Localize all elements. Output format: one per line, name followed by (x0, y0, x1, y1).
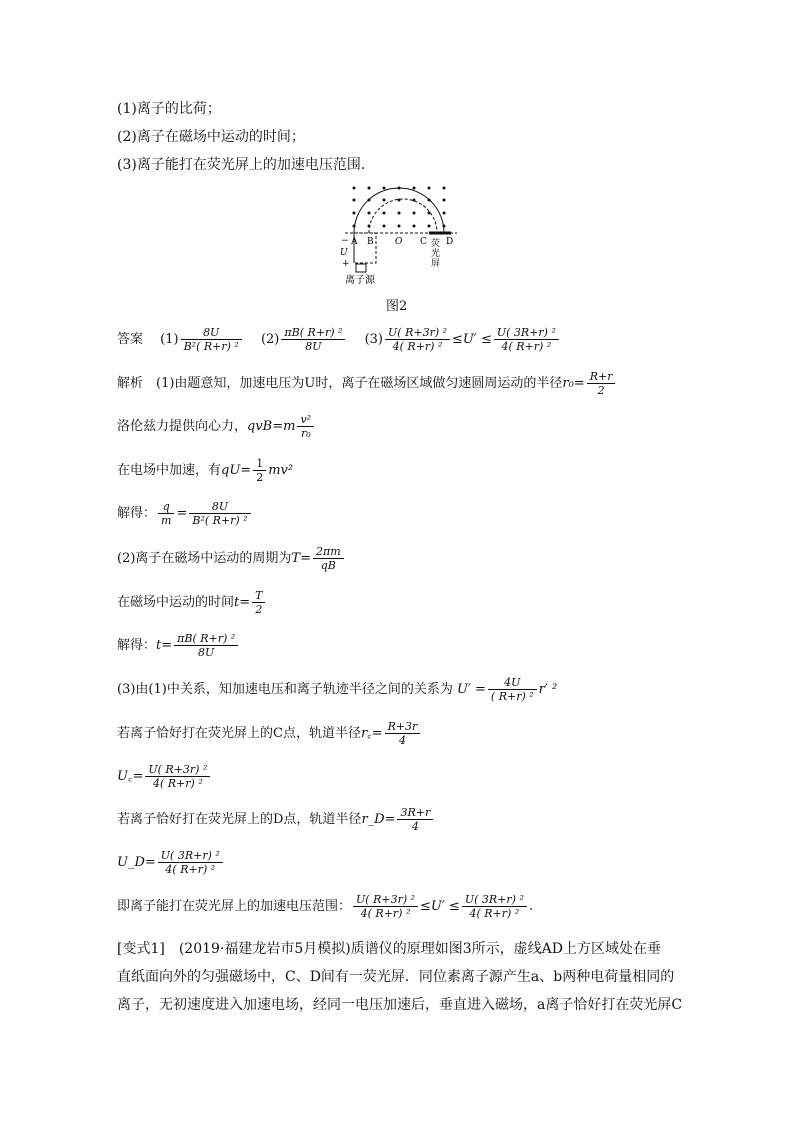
label-u: U (340, 248, 348, 258)
label-c: C (420, 237, 427, 247)
answer-3-left: $\frac{\text{U( R+3r) ²}}{\text{4( R+r) ²}}$ (385, 326, 450, 353)
analysis-line-13: 即离子能打在荧光屏上的加速电压范围： $\frac{\text{U( R+3r) ²}}{\text{4( R+r) ²}}$ ≤U′ ≤ $\frac{\text{U( 3R+r) ²}}{\text{4( R+r) ²}}$ . (117, 893, 534, 920)
analysis-line-11: 若离子恰好打在荧光屏上的D点，轨道半径r_D= $\frac{3R+r}{4}$ (117, 806, 435, 833)
variant-line-1: [变式1] (2019·福建龙岩市5月模拟)质谱仪的原理如图3所示，虚线AD上方区域处在垂 (117, 941, 661, 957)
figure-caption: 图2 (386, 299, 408, 314)
label-o: O (395, 237, 403, 247)
label-b: B (367, 237, 374, 247)
analysis-line-5: (2)离子在磁场中运动的周期为T= $\frac{2\pi m}{qB}$ (117, 545, 346, 572)
answer-1-frac: $\frac{8U}{\text{B²( R+r) ²}}$ (181, 326, 242, 353)
mass-spectrometer-diagram (335, 183, 465, 293)
magnetic-field-dots (353, 187, 446, 228)
analysis-line-7: 解得：t= $\frac{\text{πB( R+r) ²}}{8U}$ (117, 632, 240, 659)
analysis-line-6: 在磁场中运动的时间t= $\frac{T}{2}$ (117, 589, 267, 616)
answer-part-1: (1) (160, 332, 179, 347)
question-2: (2)离子在磁场中运动的时间； (117, 129, 305, 145)
question-3: (3)离子能打在荧光屏上的加速电压范围． (117, 157, 375, 173)
answer-2-frac: $\frac{\text{πB( R+r) ²}}{8U}$ (281, 326, 345, 353)
analysis-line-12: U_D= $\frac{\text{U( 3R+r) ²}}{\text{4( R+r) ²}}$ (117, 849, 225, 876)
answer-line (117, 326, 561, 353)
label-minus: − (341, 236, 349, 246)
analysis-line-9: 若离子恰好打在荧光屏上的C点，轨道半径r꜀= $\frac{R+3r}{4}$ (117, 720, 422, 747)
analysis-line-4: 解得： $\frac{q}{m}$ = $\frac{8U}{\text{B²( R+r) ²}}$ (117, 500, 253, 527)
ion-source-box (356, 264, 366, 272)
question-1: (1)离子的比荷； (117, 101, 221, 117)
analysis-line-8: (3)由(1)中关系，知加速电压和离子轨迹半径之间的关系为 U′ = $\frac{4U}{\text{( R+r) ²}}$ r′ ² (117, 676, 558, 703)
answer-3-right: $\frac{\text{U( 3R+r) ²}}{\text{4( R+r) ²}}$ (494, 326, 559, 353)
label-a: A (351, 237, 358, 247)
variant-line-2: 直纸面向外的匀强磁场中，C、D间有一荧光屏．同位素离子源产生a、b两种电荷量相同的 (117, 969, 675, 985)
label-plus: + (342, 259, 350, 269)
label-d: D (446, 237, 454, 247)
label-screen-2: 光 (431, 249, 441, 259)
answer-part-2: (2) (260, 332, 280, 347)
analysis-line-2: 洛伦兹力提供向心力，qvB=m $\frac{\text{v²}}{\text{r₀}}$ (117, 413, 316, 440)
trajectory-inner (369, 199, 437, 233)
label-screen-1: 荧 (431, 239, 441, 249)
analysis-line-10: U꜀= $\frac{\text{U( R+3r) ²}}{\text{4( R+r) ²}}$ (117, 763, 212, 790)
variant-line-3: 离子，无初速度进入加速电场，经同一电压加速后，垂直进入磁场，a离子恰好打在荧光屏C (117, 997, 683, 1013)
label-screen-3: 屏 (431, 259, 441, 269)
label-ion-source: 离子源 (345, 275, 375, 286)
answer-label: 答案 (117, 332, 144, 347)
answer-part-3: (3) (364, 332, 384, 347)
analysis-line-1: 解析 (1)由题意知，加速电压为U时，离子在磁场区域做匀速圆周运动的半径r₀= $\frac{R+r}{2}$ (117, 370, 617, 397)
analysis-line-3: 在电场中加速，有qU= $\frac{1}{2}$ mv² (117, 457, 294, 484)
answer-3-ineq: ≤U′ ≤ (452, 332, 492, 347)
